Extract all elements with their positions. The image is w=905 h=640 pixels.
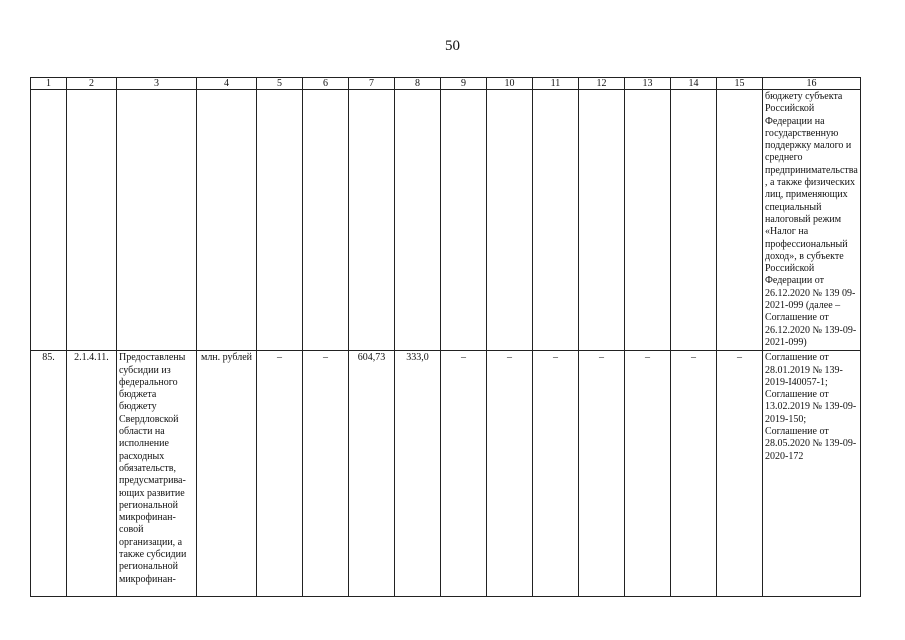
value-cell: – [257, 351, 303, 597]
header-cell: 16 [763, 78, 861, 90]
table-cell [395, 90, 441, 351]
agreement-cell: бюджету субъекта Российской Федерации на государственную поддержку малого и среднего предпринимательства, а также физических лиц, применяющих специальный налоговый режим «Налог на профессиональный доход», в субъекте Российской Федерации от 26.12.2020 № 139 09-2021-099 (далее – Соглашение от 26.12.2020 № 139-09-2021-099) [763, 90, 861, 351]
row-number-cell: 85. [31, 351, 67, 597]
description-cell: Предоставлены субсидии из федерального бюджета бюджету Свердловской области на исполнение расходных обязательств, предусматрива-ющих развитие региональной микрофинан-совой организации, а также субсидии региональной микрофинан- [117, 351, 197, 597]
page-number: 50 [445, 38, 460, 54]
table-cell [579, 90, 625, 351]
data-table [30, 77, 861, 597]
table-cell [671, 90, 717, 351]
value-cell: 604,73 [349, 351, 395, 597]
value-cell: – [671, 351, 717, 597]
header-cell: 15 [717, 78, 763, 90]
table-row-continuation [31, 90, 861, 351]
header-cell: 1 [31, 78, 67, 90]
header-cell: 4 [197, 78, 257, 90]
header-cell: 8 [395, 78, 441, 90]
header-cell: 7 [349, 78, 395, 90]
header-cell: 9 [441, 78, 487, 90]
header-cell: 12 [579, 78, 625, 90]
table-cell [625, 90, 671, 351]
value-cell: – [441, 351, 487, 597]
table-cell [487, 90, 533, 351]
item-code-cell: 2.1.4.11. [67, 351, 117, 597]
header-cell: 14 [671, 78, 717, 90]
header-cell: 10 [487, 78, 533, 90]
agreement-cell: Соглашение от 28.01.2019 № 139-2019-I40057-1; Соглашение от 13.02.2019 № 139-09-2019-150; Соглашение от 28.05.2020 № 139-09-2020-172 [763, 351, 861, 597]
table-cell [117, 90, 197, 351]
table-cell [197, 90, 257, 351]
header-cell: 11 [533, 78, 579, 90]
unit-cell: млн. рублей [197, 351, 257, 597]
table-cell [67, 90, 117, 351]
value-cell: – [625, 351, 671, 597]
value-cell: – [303, 351, 349, 597]
table-cell [533, 90, 579, 351]
value-cell: – [717, 351, 763, 597]
table-header-row [31, 78, 861, 90]
header-cell: 13 [625, 78, 671, 90]
table-cell [349, 90, 395, 351]
header-cell: 5 [257, 78, 303, 90]
header-cell: 3 [117, 78, 197, 90]
header-cell: 6 [303, 78, 349, 90]
value-cell: 333,0 [395, 351, 441, 597]
value-cell: – [579, 351, 625, 597]
table-cell [303, 90, 349, 351]
value-cell: – [487, 351, 533, 597]
table-cell [441, 90, 487, 351]
table-cell [31, 90, 67, 351]
header-cell: 2 [67, 78, 117, 90]
value-cell: – [533, 351, 579, 597]
table-row-85 [31, 351, 861, 597]
table-cell [257, 90, 303, 351]
table-cell [717, 90, 763, 351]
